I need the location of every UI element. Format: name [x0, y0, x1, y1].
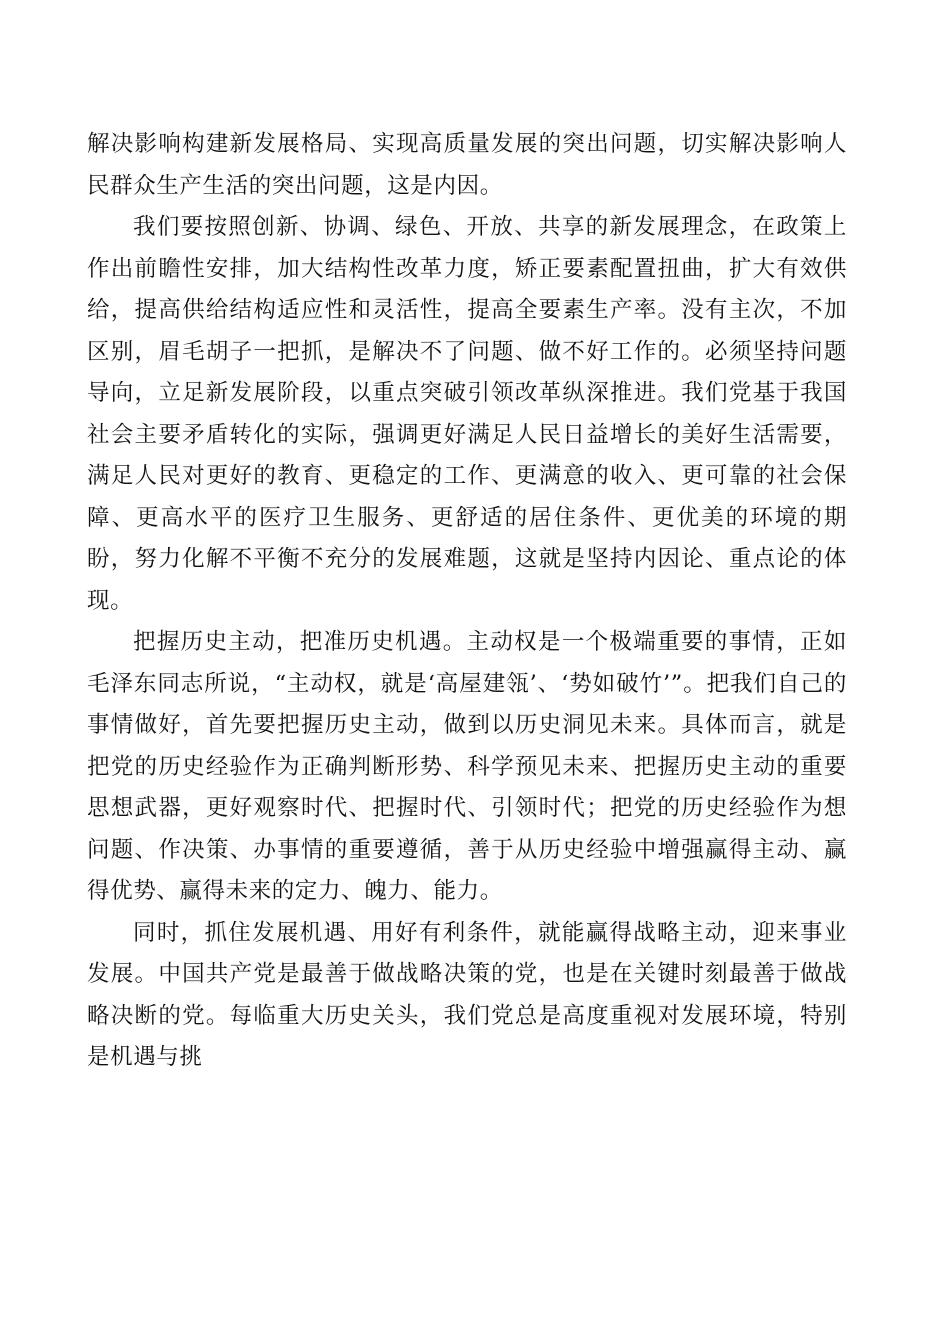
paragraph-4: 同时，抓住发展机遇、用好有利条件，就能赢得战略主动，迎来事业发展。中国共产党是最善于做战略决策的党，也是在关键时刻最善于做战略决断的党。每临重大历史关头，我们党总是高度重视对发展环境，特别是机遇与挑	[87, 919, 847, 1070]
paragraph-2: 我们要按照创新、协调、绿色、开放、共享的新发展理念，在政策上作出前瞻性安排，加大结构性改革力度，矫正要素配置扭曲，扩大有效供给，提高供给结构适应性和灵活性，提高全要素生产率。没有主次，不加区别，眉毛胡子一把抓，是解决不了问题、做不好工作的。必须坚持问题导向，立足新发展阶段，以重点突破引领改革纵深推进。我们党基于我国社会主要矛盾转化的实际，强调更好满足人民日益增长的美好生活需要，满足人民对更好的教育、更稳定的工作、更满意的收入、更可靠的社会保障、更高水平的医疗卫生服务、更舒适的居住条件、更优美的环境的期盼，努力化解不平衡不充分的发展难题，这就是坚持内因论、重点论的体现。	[87, 214, 847, 614]
paragraph-1: 解决影响构建新发展格局、实现高质量发展的突出问题，切实解决影响人民群众生产生活的突出问题，这是内因。	[87, 131, 847, 199]
document-page	[87, 124, 847, 1079]
paragraph-3: 把握历史主动，把准历史机遇。主动权是一个极端重要的事情，正如毛泽东同志所说，“主动权，就是‘高屋建瓴’、‘势如破竹’”。把我们自己的事情做好，首先要把握历史主动，做到以历史洞见未来。具体而言，就是把党的历史经验作为正确判断形势、科学预见未来、把握历史主动的重要思想武器，更好观察时代、把握时代、引领时代；把党的历史经验作为想问题、作决策、办事情的重要遵循，善于从历史经验中增强赢得主动、赢得优势、赢得未来的定力、魄力、能力。	[87, 629, 847, 904]
